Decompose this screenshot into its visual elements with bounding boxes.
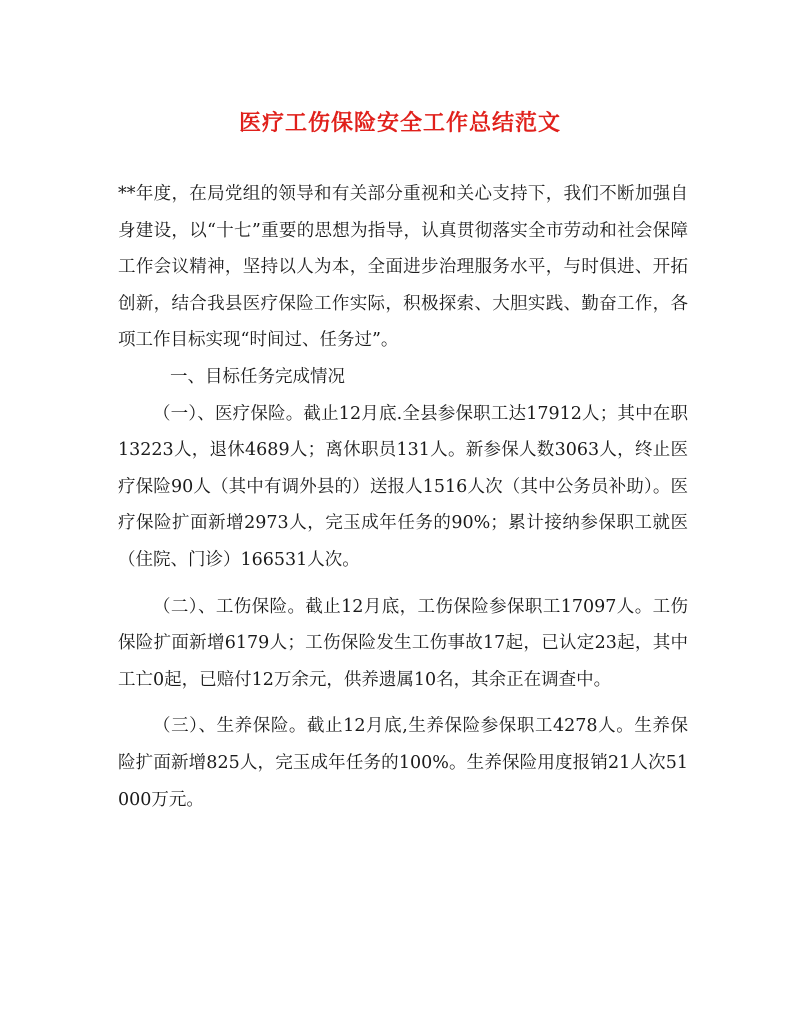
document-title: 医疗工伤保险安全工作总结范文 [238,110,561,136]
document-body [118,176,688,818]
medical-insurance-paragraph: （一）、医疗保险。截止12月底.全县参保职工达17912人；其中在职13223人，退休4689人；离休职员131人。新参保人数3063人，终止医疗保险90人（其中有调外县的）送报人1516人次（其中公务员补助）。医疗保险扩面新增2973人，完玉成年任务的90%；累计接纳参保职工就医（住院、门诊）166531人次。 [118,403,688,570]
intro-paragraph: **年度，在局党组的领导和有关部分重视和关心支持下，我们不断加强自身建设，以“十七”重要的思想为指导，认真贯彻落实全市劳动和社会保障工作会议精神，坚持以人为本，全面进步治理服务水平，与时俱进、开拓创新，结合我县医疗保险工作实际，积极探索、大胆实践、勤奋工作，各项工作目标实现“时间过、任务过”。 [118,184,688,351]
work-injury-insurance-paragraph: （二）、工伤保险。截止12月底，工伤保险参保职工17097人。工伤保险扩面新增6179人；工伤保险发生工伤事故17起，已认定23起，其中工亡0起，已赔付12万余元，供养遗属10名，其余正在调查中。 [118,596,688,690]
section-heading: 一、目标任务完成情况 [170,366,345,387]
maternity-insurance-paragraph: （三）、生养保险。截止12月底,生养保险参保职工4278人。生养保险扩面新增825人，完玉成年任务的100%。生养保险用度报销21人次51000万元。 [118,716,688,810]
